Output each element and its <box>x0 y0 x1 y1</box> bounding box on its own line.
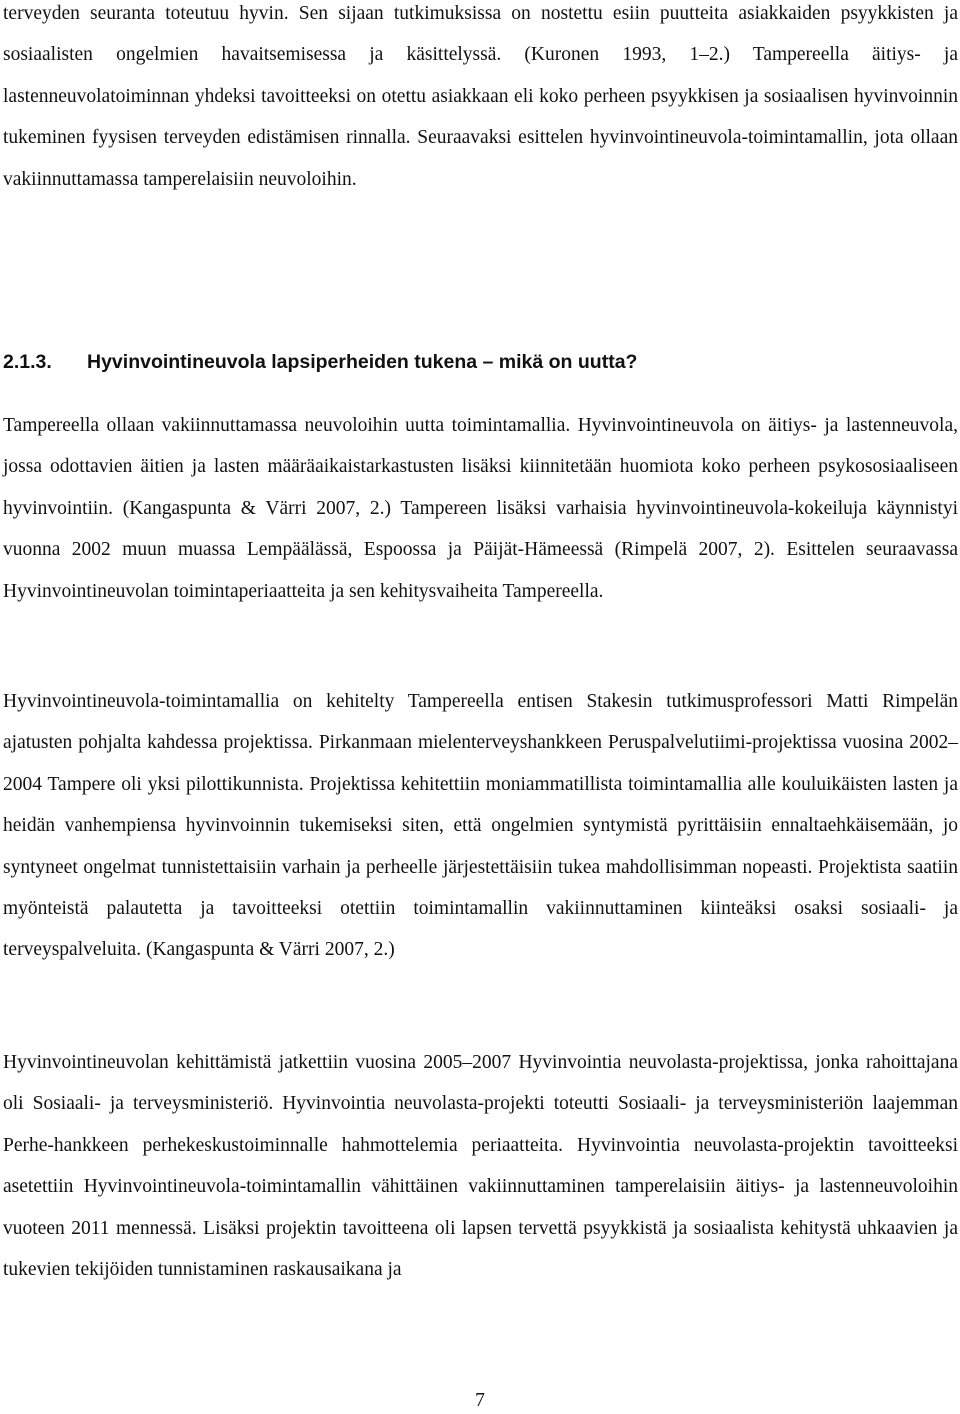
body-paragraph-2: Tampereella ollaan vakiinnuttamassa neuvoloihin uutta toimintamallia. Hyvinvointineuvola on äitiys- ja lastenneuvola, jossa odottavien äitien ja lasten määräaikaistarkastusten lisäksi kiinnitetään huomiota koko perheen psykososiaaliseen hyvinvointiin. (Kangaspunta & Värri 2007, 2.) Tampereen lisäksi varhaisia hyvinvointineuvola-kokeiluja käynnistyi vuonna 2002 muun muassa Lempäälässä, Espoossa ja Päijät-Hämeessä (Rimpelä 2007, 2). Esittelen seuraavassa Hyvinvointineuvolan toimintaperiaatteita ja sen kehitysvaiheita Tampereella. <box>3 415 958 602</box>
section-number: 2.1.3. <box>3 351 52 373</box>
body-paragraph-1: terveyden seuranta toteutuu hyvin. Sen sijaan tutkimuksissa on nostettu esiin puutteita asiakkaiden psyykkisten ja sosiaalisten ongelmien havaitsemisessa ja käsittelyssä. (Kuronen 1993, 1–2.) Tampereella äitiys- ja lastenneuvolatoiminnan yhdeksi tavoitteeksi on otettu asiakkaan eli koko perheen psyykkisen ja sosiaalisen hyvinvoinnin tukeminen fyysisen terveyden edistämisen rinnalla. Seuraavaksi esittelen hyvinvointineuvola-toimintamallin, jota ollaan vakiinnuttamassa tamperelaisiin neuvoloihin. <box>3 3 958 190</box>
section-title: Hyvinvointineuvola lapsiperheiden tukena – mikä on uutta? <box>87 351 638 373</box>
body-paragraph-3: Hyvinvointineuvola-toimintamallia on kehitelty Tampereella entisen Stakesin tutkimusprofessori Matti Rimpelän ajatusten pohjalta kahdessa projektissa. Pirkanmaan mielenterveyshankkeen Peruspalvelutiimi-projektissa vuosina 2002–2004 Tampere oli yksi pilottikunnista. Projektissa kehitettiin moniammatillista toimintamallia alle kouluikäisten lasten ja heidän vanhempiensa hyvinvoinnin tukemiseksi siten, että ongelmien syntymistä pyrittäisiin ennaltaehkäisemään, jo syntyneet ongelmat tunnistettaisiin varhain ja perheelle järjestettäisiin tukea mahdollisimman nopeasti. Projektista saatiin myönteistä palautetta ja tavoitteeksi otettiin toimintamallin vakiinnuttaminen kiinteäksi osaksi sosiaali- ja terveyspalveluita. (Kangaspunta & Värri 2007, 2.) <box>3 691 958 961</box>
page-number: 7 <box>475 1390 485 1411</box>
section-heading <box>3 349 637 375</box>
body-paragraph-4: Hyvinvointineuvolan kehittämistä jatkettiin vuosina 2005–2007 Hyvinvointia neuvolasta-projektissa, jonka rahoittajana oli Sosiaali- ja terveysministeriö. Hyvinvointia neuvolasta-projekti toteutti Sosiaali- ja terveysministeriön laajemman Perhe-hankkeen perhekeskustoiminnalle hahmottelemia periaatteita. Hyvinvointia neuvolasta-projektin tavoitteeksi asetettiin Hyvinvointineuvola-toimintamallin vähittäinen vakiinnuttaminen tamperelaisiin äitiys- ja lastenneuvoloihin vuoteen 2011 mennessä. Lisäksi projektin tavoitteena oli lapsen tervettä psyykkistä ja sosiaalista kehitystä uhkaavien ja tukevien tekijöiden tunnistaminen raskausaikana ja <box>3 1052 958 1281</box>
